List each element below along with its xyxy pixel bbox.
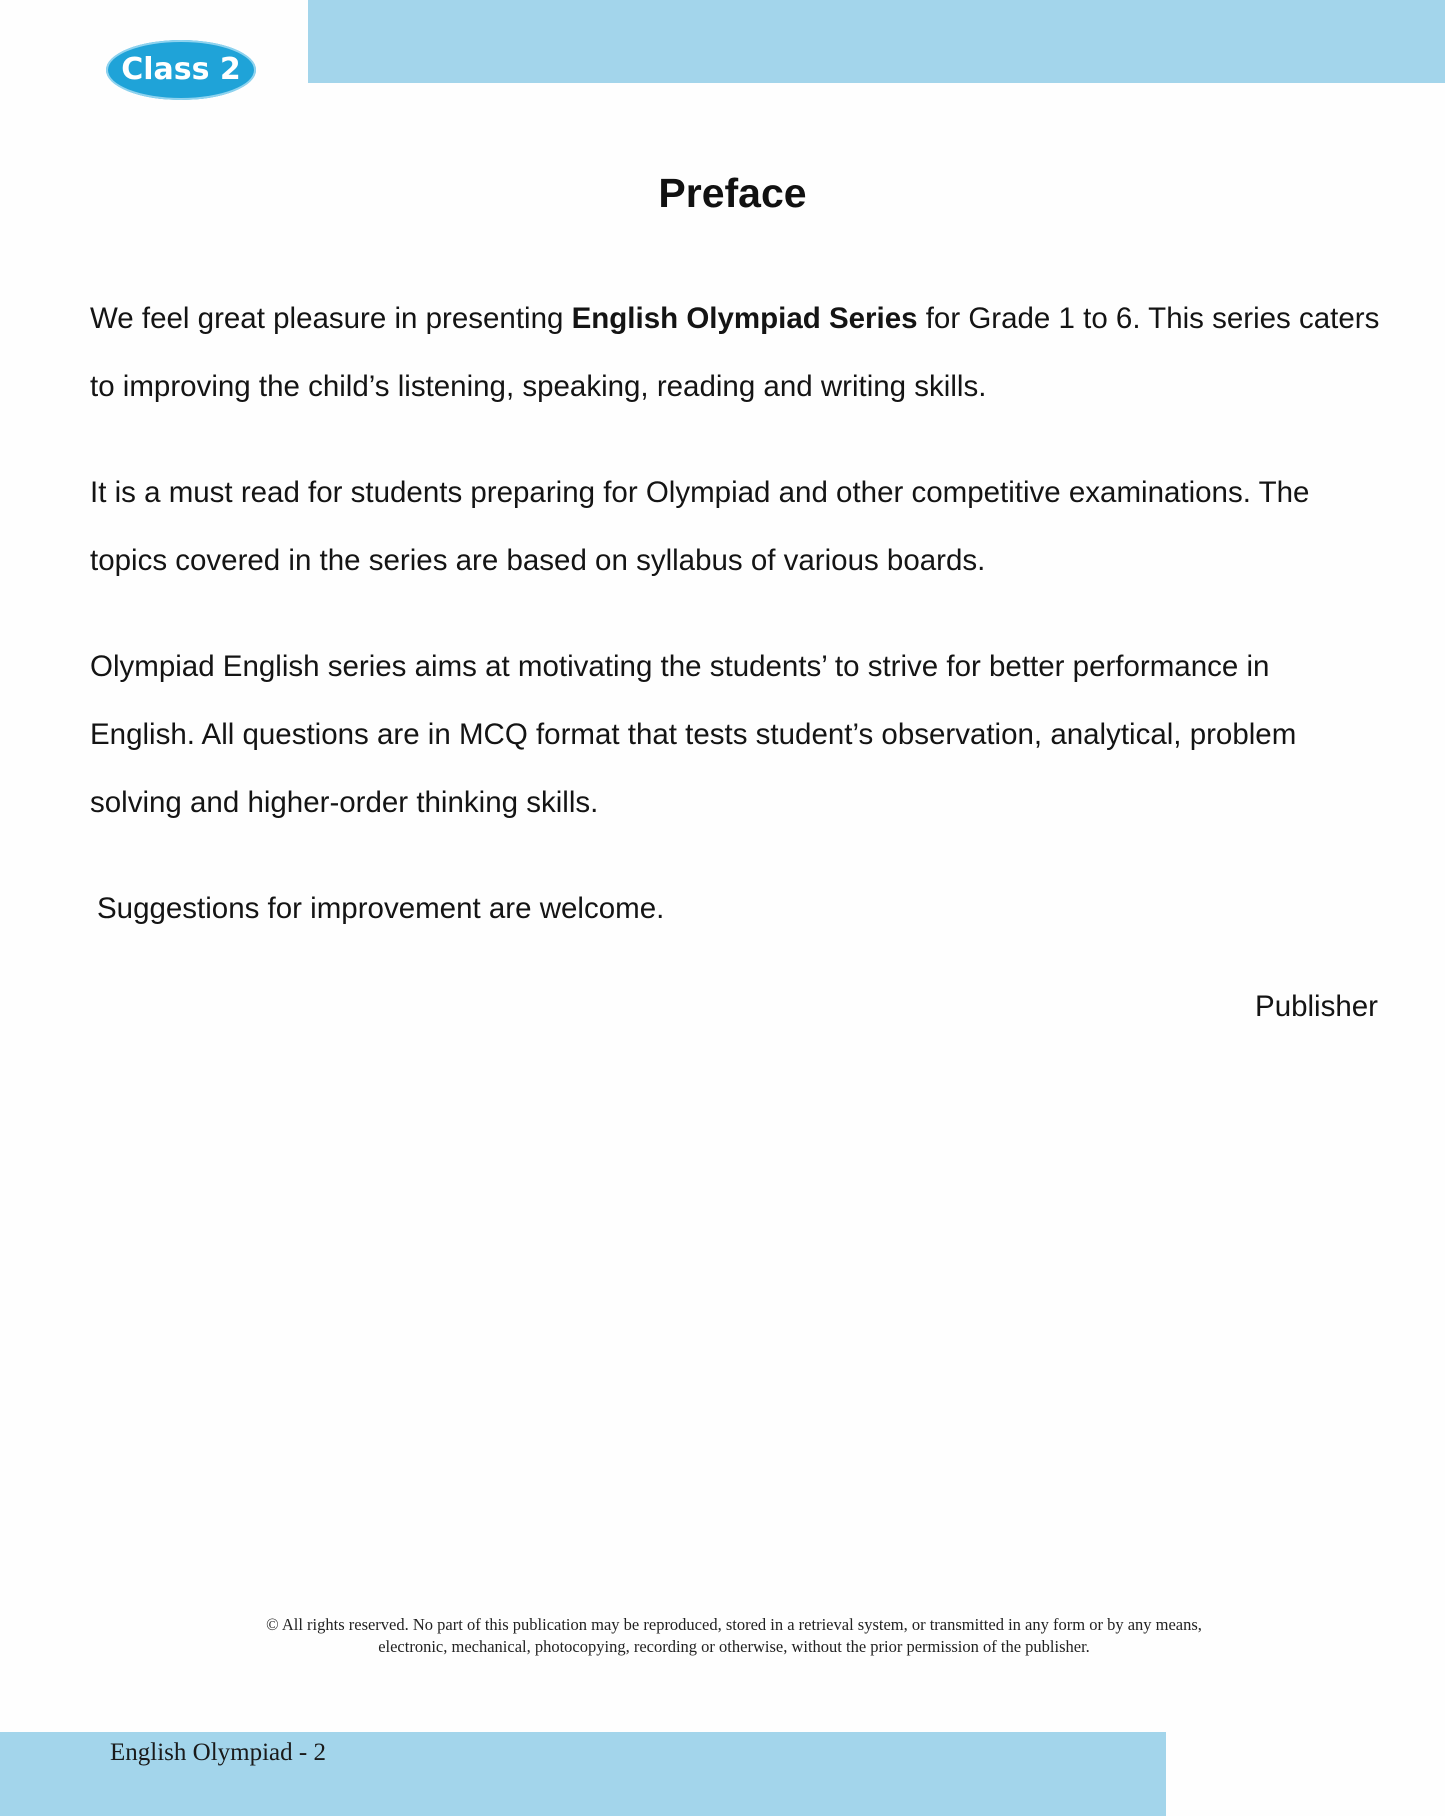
copyright-line-1: © All rights reserved. No part of this publication may be reproduced, stored in a retrieval system, or transmitted in any form or by any means,: [266, 1615, 1202, 1634]
paragraph-intro: [90, 285, 1380, 421]
paragraph-aims: Olympiad English series aims at motivating the students’ to strive for better performance in English. All questions are in MCQ format that tests student’s observation, analytical, problem solving and higher-order thinking skills.: [90, 650, 1297, 819]
copyright-notice: [0, 1614, 1445, 1658]
footer-label: English Olympiad - 2: [110, 1739, 326, 1766]
header-band: [308, 0, 1445, 83]
class-badge: Class 2: [106, 40, 256, 100]
series-name: English Olympiad Series: [571, 302, 918, 335]
page-title: Preface: [658, 170, 807, 216]
paragraph-suggestions: Suggestions for improvement are welcome.: [97, 892, 665, 925]
paragraph-audience: It is a must read for students preparing for Olympiad and other competitive examinations. The topics covered in the series are based on syllabus of various boards.: [90, 476, 1310, 577]
copyright-line-2: electronic, mechanical, photocopying, recording or otherwise, without the prior permission of the publisher.: [378, 1637, 1090, 1656]
paragraph-intro-end: for Grade 1 to 6. This series caters to improving the child’s listening, speaking, reading and writing skills.: [90, 302, 1380, 403]
paragraph-intro-start: We feel great pleasure in presenting: [90, 302, 572, 335]
publisher-signature: Publisher: [1255, 990, 1378, 1023]
preface-body: [90, 285, 1380, 981]
